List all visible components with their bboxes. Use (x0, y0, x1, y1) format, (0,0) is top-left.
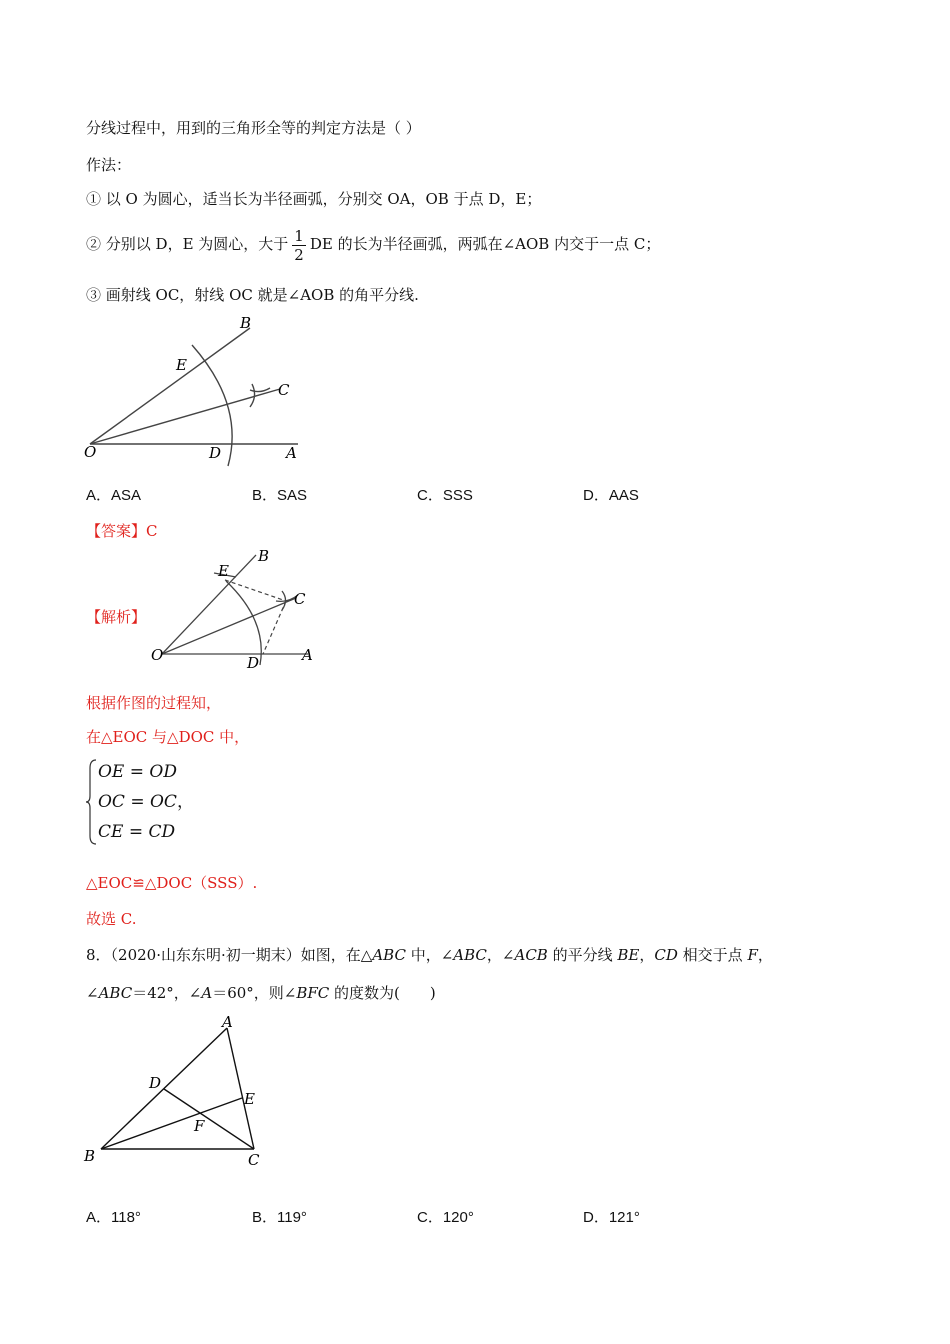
ray-OC (90, 389, 280, 444)
q7-label-C: C (278, 381, 290, 399)
equation-3: CE = CD (98, 822, 176, 842)
conclusion: △EOC≌△DOC（SSS）. (86, 874, 258, 892)
brace-icon (86, 758, 98, 846)
q7-step1: ① 以 O 为圆心，适当长为半径画弧，分别交 OA，OB 于点 D，E； (86, 190, 542, 208)
q7-method-label: 作法： (86, 156, 132, 174)
analysis-figure (148, 543, 323, 671)
q8-line2: ∠ABC＝42°，∠A＝60°，则∠BFC 的度数为( ) (86, 984, 436, 1002)
analysis-line2: 在△EOC 与△DOC 中， (86, 728, 250, 746)
side-AB (101, 1028, 227, 1149)
equation-system (86, 758, 194, 848)
q7-analysis-label: 【解析】 (86, 608, 147, 626)
choose-c: 故选 C. (86, 910, 137, 928)
svg-text:C: C (294, 590, 306, 608)
q7-label-D: D (209, 444, 222, 462)
q7-label-A: A (286, 444, 297, 462)
q8-label-A: A (222, 1013, 233, 1031)
q8-label-B: B (84, 1147, 96, 1165)
q8-option-a[interactable]: A．118° (86, 1209, 141, 1226)
analysis-line1: 根据作图的过程知， (86, 694, 222, 712)
svg-text:A: A (302, 646, 313, 664)
q7-label-B: B (240, 314, 252, 332)
q7-option-b[interactable]: B．SAS (252, 487, 308, 504)
q7-figure (80, 310, 320, 470)
q7-intro: 分线过程中，用到的三角形全等的判定方法是（ ） (86, 119, 421, 137)
svg-text:E: E (218, 562, 229, 580)
bisector-BE (101, 1098, 242, 1149)
q8-option-b[interactable]: B．119° (252, 1209, 307, 1226)
side-AC (227, 1028, 254, 1149)
q7-answer: 【答案】C (86, 522, 158, 540)
q8-figure (80, 1010, 280, 1172)
q8-label-D: D (149, 1074, 162, 1092)
q8-source: （2020·山东东明·初一期末） (110, 946, 301, 964)
svg-text:B: B (258, 547, 270, 565)
q7-label-E: E (176, 356, 187, 374)
q7-step3: ③ 画射线 OC，射线 OC 就是∠AOB 的角平分线. (86, 286, 419, 304)
equation-2: OC = OC， (98, 792, 194, 812)
q7-option-c[interactable]: C．SSS (417, 487, 473, 504)
arc-C-2 (250, 388, 270, 392)
q7-step2-pre: ② 分别以 D，E 为圆心，大于 (86, 235, 289, 253)
ray-OB (90, 328, 250, 444)
svg-text:O: O (151, 646, 164, 664)
q7-option-a[interactable]: A．ASA (86, 487, 142, 504)
q8-label-C: C (248, 1151, 260, 1169)
fraction-half: $\frac{1}{2}$ (294, 226, 304, 264)
q7-step2-post: DE 的长为半径画弧，两弧在∠AOB 内交于一点 C； (309, 235, 661, 253)
q8-option-c[interactable]: C．120° (417, 1209, 474, 1226)
q7-option-d[interactable]: D．AAS (583, 487, 639, 504)
svg-text:D: D (247, 654, 260, 671)
equation-1: OE = OD (98, 762, 177, 782)
q8-label-E: E (244, 1090, 255, 1108)
q8-option-d[interactable]: D．121° (583, 1209, 640, 1226)
q8-line1: 8．（2020·山东东明·初一期末）如图，在△ABC 中，∠ABC，∠ACB 的平分线 BE，CD 相交于点 F， (86, 946, 773, 964)
arc-C-1 (250, 384, 255, 407)
q7-label-O: O (84, 443, 97, 461)
q8-label-F: F (194, 1117, 205, 1135)
q7-step2 (86, 222, 660, 266)
